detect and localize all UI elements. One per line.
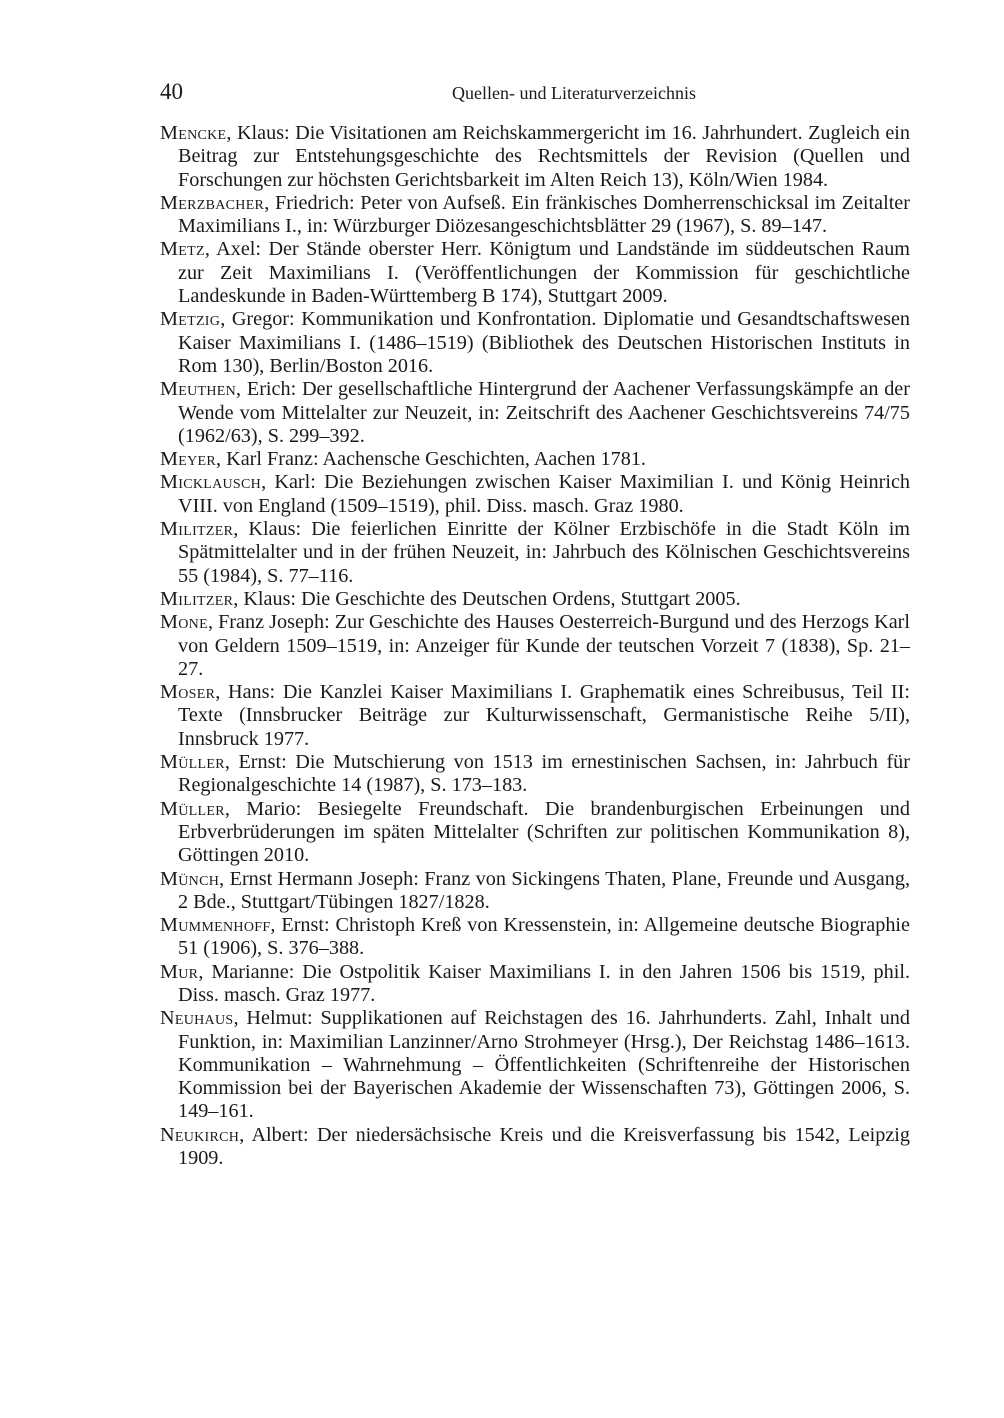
- entry-text: , Karl: Die Beziehungen zwischen Kaiser Maximilian I. und König Heinrich VIII. von England (1509–1519), phil. Diss. masch. Graz 1980.: [178, 471, 910, 517]
- running-head: Quellen- und Literaturverzeichnis: [452, 83, 696, 103]
- entry-text: , Mario: Besiegelte Freundschaft. Die brandenburgischen Erbeinungen und Erbverbrüderungen im späten Mittelalter (Schriften zur politischen Kommunikation 8), Göttingen 2010.: [178, 797, 910, 867]
- entry-author: Mone: [160, 611, 208, 634]
- bibliography-entry: [160, 1007, 910, 1123]
- entry-author: Merzbacher: [160, 191, 265, 214]
- entry-author: Metz: [160, 238, 205, 261]
- entry-text: , Ernst: Die Mutschierung von 1513 im ernestinischen Sachsen, in: Jahrbuch für Regionalgeschichte 14 (1987), S. 173–183.: [178, 751, 910, 797]
- entry-text: , Albert: Der niedersächsische Kreis und die Kreisverfassung bis 1542, Leipzig 1909.: [178, 1123, 910, 1170]
- entry-author: Militzer: [160, 518, 234, 541]
- bibliography-entry: [160, 1124, 910, 1171]
- page-number: 40: [160, 79, 183, 104]
- entry-author: Moser: [160, 681, 216, 704]
- bibliography-entry: [160, 122, 910, 192]
- bibliography-entry: [160, 378, 910, 448]
- entry-text: , Hans: Die Kanzlei Kaiser Maximilians I. Graphematik eines Schreibusus, Teil II: Texte (Innsbrucker Beiträge zur Kulturwissenschaft, Germanistische Reihe 5/II), Innsbruck 1977.: [178, 681, 910, 750]
- bibliography-entry: [160, 681, 910, 751]
- entry-author: Micklausch: [160, 471, 262, 494]
- entry-text: , Marianne: Die Ostpolitik Kaiser Maximilians I. in den Jahren 1506 bis 1519, phil. Diss. masch. Graz 1977.: [178, 960, 910, 1006]
- bibliography-entry: [160, 308, 910, 378]
- entry-author: Mummenhoff: [160, 914, 271, 937]
- entry-text: , Franz Joseph: Zur Geschichte des Hauses Oesterreich-Burgund und des Herzogs Karl von Geldern 1509–1519, in: Anzeiger für Kunde der teutschen Vorzeit 7 (1838), Sp. 21–27.: [178, 611, 910, 680]
- bibliography-entry: [160, 238, 910, 308]
- bibliography-entry: [160, 751, 910, 798]
- page-header: [160, 78, 910, 108]
- bibliography-entry: [160, 961, 910, 1008]
- bibliography-entry: [160, 471, 910, 518]
- entry-author: Mencke: [160, 122, 227, 144]
- bibliography-entry: [160, 798, 910, 868]
- bibliography-entry: [160, 518, 910, 588]
- entry-author: Mur: [160, 960, 199, 983]
- entry-author: Meyer: [160, 448, 217, 471]
- entry-author: Müller: [160, 751, 225, 774]
- bibliography-entry: [160, 611, 910, 681]
- entry-text: , Helmut: Supplikationen auf Reichstagen des 16. Jahrhunderts. Zahl, Inhalt und Funktion, in: Maximilian Lanzinner/Arno Strohmeyer (Hrsg.), Der Reichstag 1486–1613. Kommunikation – Wahrnehmung – Öffentlichkeiten (Schriftenreihe der Historischen Kommission bei der Bayerischen Akademie der Wissenschaften 73), Göttingen 2006, S. 149–161.: [178, 1007, 910, 1123]
- entry-text: , Friedrich: Peter von Aufseß. Ein fränkisches Domherrenschicksal im Zeitalter Maximilians I., in: Würzburger Diözesangeschichtsblätter 29 (1967), S. 89–147.: [178, 191, 910, 238]
- entry-text: , Ernst Hermann Joseph: Franz von Sickingens Thaten, Plane, Freunde und Ausgang, 2 Bde., Stuttgart/Tübingen 1827/1828.: [178, 867, 910, 913]
- entry-author: Meuthen: [160, 378, 237, 401]
- entry-author: Münch: [160, 867, 220, 890]
- entry-text: , Karl Franz: Aachensche Geschichten, Aachen 1781.: [216, 448, 646, 471]
- bibliography-entry: [160, 868, 910, 915]
- entry-author: Müller: [160, 797, 225, 820]
- entry-text: , Erich: Der gesellschaftliche Hintergrund der Aachener Verfassungskämpfe an der Wende vom Mittelalter zur Neuzeit, in: Zeitschrift des Aachener Geschichtsvereins 74/75 (1962/63), S. 299–392.: [178, 378, 910, 447]
- bibliography-entry: [160, 192, 910, 239]
- bibliography-entry: [160, 448, 910, 471]
- bibliography-entry: [160, 588, 910, 611]
- entry-text: , Axel: Der Stände oberster Herr. Königtum und Landstände im süddeutschen Raum zur Zeit Maximilians I. (Veröffentlichungen der Kommission für geschichtliche Landeskunde in Baden-Württemberg B 174), Stuttgart 2009.: [178, 238, 910, 308]
- entry-text: , Klaus: Die Geschichte des Deutschen Ordens, Stuttgart 2005.: [233, 587, 741, 610]
- entry-text: , Ernst: Christoph Kreß von Kressenstein, in: Allgemeine deutsche Biographie 51 (1906), S. 376–388.: [178, 914, 910, 960]
- entry-text: , Klaus: Die feierlichen Einritte der Kölner Erzbischöfe in die Stadt Köln im Spätmittelalter und in der frühen Neuzeit, in: Jahrbuch des Kölnischen Geschichtsvereins 55 (1984), S. 77–116.: [178, 518, 910, 587]
- entry-author: Militzer: [160, 587, 234, 610]
- bibliography-entry: [160, 914, 910, 961]
- bibliography-list: [160, 122, 910, 1170]
- entry-text: , Gregor: Kommunikation und Konfrontation. Diplomatie und Gesandtschaftswesen Kaiser Maximilians I. (1486–1519) (Bibliothek des Deutschen Historischen Instituts in Rom 130), Berlin/Boston 2016.: [178, 308, 910, 377]
- entry-text: , Klaus: Die Visitationen am Reichskammergericht im 16. Jahrhundert. Zugleich ein Beitrag zur Entstehungsgeschichte des Rechtsmittels der Revision (Quellen und Forschungen zur höchsten Gerichtsbarkeit im Alten Reich 13), Köln/Wien 1984.: [178, 122, 910, 191]
- entry-author: Neukirch: [160, 1123, 240, 1146]
- entry-author: Neuhaus: [160, 1007, 234, 1030]
- entry-author: Metzig: [160, 308, 221, 331]
